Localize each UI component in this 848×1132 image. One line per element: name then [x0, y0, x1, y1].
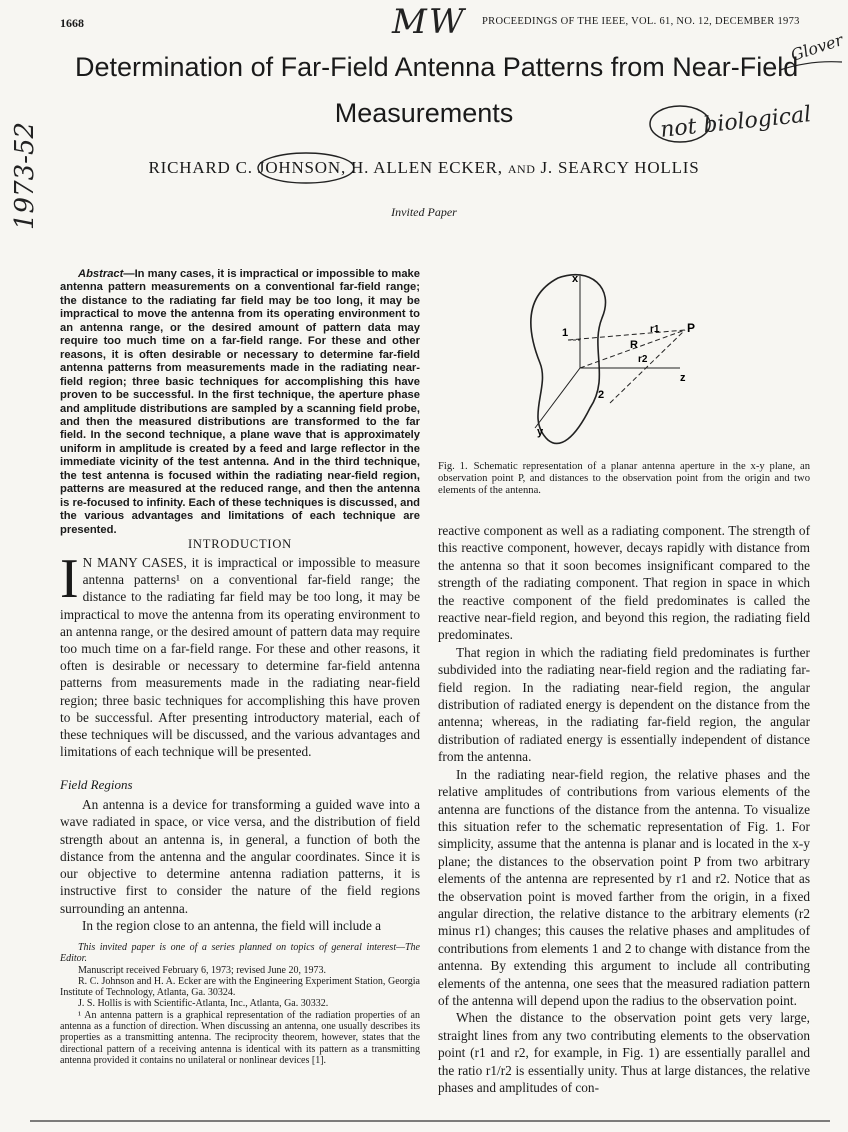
field-regions-para-1: An antenna is a device for transforming a guided wave into a wave radiated in space, or vice versa, and the distribution of field strength about an antenna is, in general, a function of both the distance from the antenna and the angular coordinates. Since it is our objective to determine antenna radiation patterns, it is instructive first to consider the nature of the field regions surrounding an antenna. — [60, 797, 420, 916]
label-r: R — [630, 339, 638, 351]
r1-line — [568, 330, 685, 340]
footnote-invited: This invited paper is one of a series planned on topics of general interest—The Editor. — [60, 942, 420, 965]
right-column-text — [438, 522, 810, 1096]
page-number: 1668 — [60, 16, 84, 30]
label-r1: r1 — [650, 324, 660, 335]
footnote-affil-1: R. C. Johnson and H. A. Ecker are with the Engineering Experiment Station, Georgia Institute of Technology, Atlanta, Ga. 30324. — [60, 975, 420, 999]
figure-1-caption-text: Schematic representation of a planar antenna aperture in the x-y plane, an observation point P, and distances to the observation point from the origin and two elements of the antenna. — [438, 461, 811, 496]
handwritten-margin-note: 1973-52 — [10, 121, 40, 230]
label-x: x — [572, 273, 579, 285]
label-r2: r2 — [638, 354, 648, 365]
label-y: y — [537, 426, 544, 438]
field-regions-text — [60, 796, 420, 934]
abstract — [60, 268, 420, 537]
invited-paper-label: Invited Paper — [391, 205, 457, 219]
figure-1-caption-label: Fig. 1. — [438, 461, 468, 472]
figure-1-caption — [438, 461, 810, 496]
field-regions-heading: Field Regions — [60, 777, 133, 792]
authors-last: J. SEARCY HOLLIS — [540, 158, 700, 177]
footnote-1: ¹ An antenna pattern is a graphical representation of the radiation properties of an antenna as a function of direction. When discussing an antenna, one usually describes its properties as a transmitting antenna. The reciprocity theorem, however, states that the directional pattern of a receiving antenna is identical with its pattern as a transmitting antenna provided it contains no unilateral or nonlinear devices [1]. — [60, 1009, 420, 1066]
label-p: P — [687, 321, 696, 335]
authors-and: AND — [507, 162, 536, 176]
bottom-edge-rule — [30, 1120, 830, 1122]
label-z: z — [680, 372, 686, 384]
right-para-3: In the radiating near-field region, the relative phases and the relative amplitudes of contributions from various elements of the antenna are functions of the distance from the antenna. To visualize this situation refer to the schematic representation of Fig. 1. For simplicity, assume that the antenna is planar and is located in the x-y plane; the distances to the observation point P from two arbitrary elements of the antenna are represented by r1 and r2. Notice that as the observation point is moved farther from the origin, in a fixed angular direction, the relative distance to the arbitrary elements (r2 minus r1) changes; this causes the relative phases and amplitudes of contributions from elements 1 and 2 to change with distance from the antenna. By extending this argument to include all contributing elements of the antenna, one sees that the measured radiation pattern of the antenna will depend upon the radius to the observation point. — [438, 766, 810, 1008]
handwritten-glover: Glover — [788, 30, 846, 65]
figure-1-diagram — [440, 268, 820, 458]
label-element-1: 1 — [562, 327, 569, 339]
handwritten-initials: MW — [392, 2, 466, 42]
right-para-4: When the distance to the observation point gets very large, straight lines from any two contributing elements to the observation point (r1 and r2, for example, in Fig. 1) are essentially parallel and the ratio r1/r2 is essentially unity. Thus at large distances, the relative phases and amplitudes of con- — [438, 1010, 810, 1095]
field-regions-para-2: In the region close to an antenna, the field will include a — [82, 918, 382, 934]
authors-first: RICHARD C. JOHNSON, H. ALLEN ECKER, — [148, 158, 503, 177]
right-para-1: reactive component as well as a radiating component. The strength of this reactive component, however, decays rapidly with distance from the antenna so that it soon becomes insignificant compared to the strength of the radiating component. That region in space in which the reactive component of the field predominates is called the reactive near-field region, and beyond this region, the radiating field predominates. — [438, 523, 810, 643]
author-line — [0, 158, 848, 178]
handwritten-not-biological: not biological — [659, 102, 813, 143]
intro-heading: INTRODUCTION — [187, 537, 293, 551]
paper-title-line2: Measurements — [334, 98, 514, 128]
intro-text: N MANY CASES, it is impractical or impossible to measure antenna patterns¹ on a conventional far-field range; the distance to the radiating far field may be too long, it may be impractical to move the antenna from its operating environment to an antenna range, or the desired amount of pattern data may require too much time on a far-field range. For these and other reasons, it often is desirable or necessary to determine far-field antenna patterns from measurements made in the radiating near-field region; three basic techniques for accomplishing this have proven to be successful. After presenting introductory material, each of these techniques will be discussed, and the various advantages and limitations of each technique will be presented. — [60, 555, 420, 760]
footnote-received: Manuscript received February 6, 1973; revised June 20, 1973. — [78, 964, 326, 976]
footnote-affil-2: J. S. Hollis is with Scientific-Atlanta, Inc., Atlanta, Ga. 30332. — [78, 998, 329, 1010]
drop-cap: I — [60, 548, 79, 610]
intro-paragraph — [60, 548, 420, 760]
footnotes — [60, 942, 420, 1066]
label-element-2: 2 — [598, 389, 605, 401]
right-para-2: That region in which the radiating field predominates is further subdivided into the radiating near-field region and the radiating far-field region. In the radiating near-field region, the angular distribution of radiated energy is dependent on the distance from the antenna; whereas, in the radiating far-field region, the angular distribution of radiated energy is essentially independent of distance from the antenna. — [438, 644, 810, 765]
abstract-label: Abstract — [78, 268, 124, 280]
abstract-text: —In many cases, it is impractical or impossible to make antenna pattern measurements on a conventional far-field range; the distance to the radiating far field may be too long, it may be impractical to move the antenna from its operating environment to an antenna range, or the desired amount of pattern data may require too much time on a far-field range. For these and other reasons, it is often desirable or necessary to determine far-field antenna patterns from measurements made in the radiating near-field region; three basic techniques for accomplishing this have proven to be successful. In the first technique, the aperture phase and amplitude distributions are sampled by a scanning field probe, and then the measured distributions are transformed to the far field. In the second technique, a plane wave that is approximately uniform in amplitude is created by a feed and large reflector in the immediate vicinity of the test antenna. And in the third technique, the test antenna is focused within the radiating near-field region, patterns are measured at the reduced range, and then the antenna is re-focused to infinity. Each of these techniques is discussed, and the various advantages and limitations of each technique are presented. — [60, 268, 420, 536]
paper-title-line1: Determination of Far-Field Antenna Patterns from Near-Field — [75, 52, 799, 82]
journal-citation: PROCEEDINGS OF THE IEEE, VOL. 61, NO. 12, DECEMBER 1973 — [482, 16, 800, 27]
r2-line — [610, 330, 685, 403]
